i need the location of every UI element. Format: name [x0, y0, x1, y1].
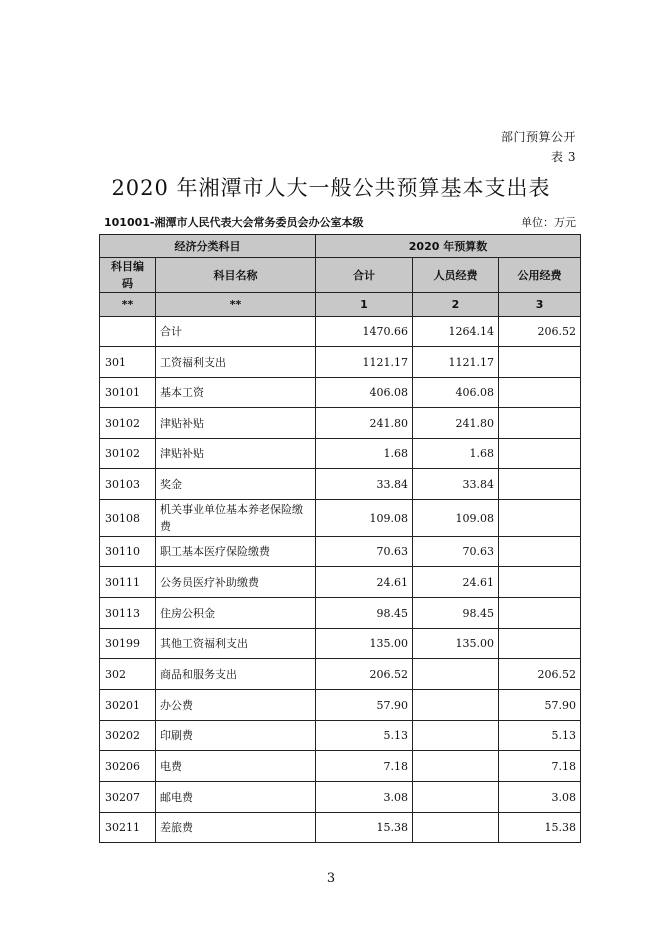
column-header-row [100, 258, 581, 293]
column-header-personnel: 人员经费 [413, 258, 499, 293]
cell-code: 30211 [100, 813, 156, 843]
cell-public [499, 629, 581, 659]
cell-total: 1121.17 [316, 347, 413, 378]
column-header-public: 公用经费 [499, 258, 581, 293]
budget-group-header: 2020 年预算数 [316, 235, 581, 258]
cell-total: 135.00 [316, 629, 413, 659]
cell-code: 301 [100, 347, 156, 378]
table-row [100, 721, 581, 751]
cell-public [499, 347, 581, 378]
page-number: 3 [326, 871, 336, 886]
table-row [100, 659, 581, 690]
table-row [100, 408, 581, 439]
cell-total: 241.80 [316, 408, 413, 439]
column-header-name: 科目名称 [156, 258, 316, 293]
cell-code: 30102 [100, 408, 156, 439]
cell-total: 15.38 [316, 813, 413, 843]
table-row [100, 598, 581, 629]
cell-personnel: 1264.14 [413, 317, 499, 347]
table-row [100, 378, 581, 408]
cell-total: 5.13 [316, 721, 413, 751]
cell-public [499, 378, 581, 408]
cell-code [100, 317, 156, 347]
cell-personnel: 33.84 [413, 469, 499, 500]
table-row [100, 439, 581, 469]
cell-public: 5.13 [499, 721, 581, 751]
cell-name: 工资福利支出 [156, 347, 316, 378]
table-row [100, 317, 581, 347]
table-row [100, 537, 581, 567]
cell-personnel: 241.80 [413, 408, 499, 439]
cell-name: 邮电费 [156, 782, 316, 813]
cell-name: 合计 [156, 317, 316, 347]
cell-personnel: 109.08 [413, 500, 499, 537]
cell-total: 1.68 [316, 439, 413, 469]
cell-code: 302 [100, 659, 156, 690]
cell-total: 57.90 [316, 690, 413, 721]
table-row [100, 690, 581, 721]
index-row [100, 293, 581, 317]
cell-public: 15.38 [499, 813, 581, 843]
cell-public [499, 500, 581, 537]
table-row [100, 751, 581, 782]
unit-name: 101001-湘潭市人民代表大会常务委员会办公室本级 [104, 216, 364, 229]
table-row [100, 567, 581, 598]
cell-code: 30199 [100, 629, 156, 659]
cell-name: 公务员医疗补助缴费 [156, 567, 316, 598]
cell-personnel: 98.45 [413, 598, 499, 629]
cell-public: 206.52 [499, 659, 581, 690]
cell-name: 商品和服务支出 [156, 659, 316, 690]
cell-name: 住房公积金 [156, 598, 316, 629]
cell-public [499, 537, 581, 567]
table-row [100, 629, 581, 659]
cell-total: 98.45 [316, 598, 413, 629]
cell-public: 206.52 [499, 317, 581, 347]
disclosure-note: 部门预算公开 [500, 130, 576, 144]
cell-public [499, 567, 581, 598]
cell-code: 30113 [100, 598, 156, 629]
cell-personnel: 24.61 [413, 567, 499, 598]
cell-total: 24.61 [316, 567, 413, 598]
index-cell-code: ** [100, 293, 156, 317]
cell-code: 30207 [100, 782, 156, 813]
cell-code: 30108 [100, 500, 156, 537]
cell-name: 差旅费 [156, 813, 316, 843]
cell-personnel [413, 659, 499, 690]
cell-total: 3.08 [316, 782, 413, 813]
cell-code: 30110 [100, 537, 156, 567]
cell-name: 办公费 [156, 690, 316, 721]
table-number: 表 3 [551, 150, 576, 164]
cell-name: 基本工资 [156, 378, 316, 408]
cell-code: 30102 [100, 439, 156, 469]
cell-personnel: 135.00 [413, 629, 499, 659]
cell-code: 30103 [100, 469, 156, 500]
cell-name: 奖金 [156, 469, 316, 500]
cell-code: 30101 [100, 378, 156, 408]
cell-total: 1470.66 [316, 317, 413, 347]
table-row [100, 813, 581, 843]
table-row [100, 500, 581, 537]
table-row [100, 347, 581, 378]
cell-name: 职工基本医疗保险缴费 [156, 537, 316, 567]
currency-unit-label: 单位：万元 [521, 216, 576, 229]
index-cell-personnel: 2 [413, 293, 499, 317]
cell-name: 津贴补贴 [156, 439, 316, 469]
cell-personnel: 1121.17 [413, 347, 499, 378]
table-row [100, 469, 581, 500]
cell-personnel [413, 690, 499, 721]
index-cell-name: ** [156, 293, 316, 317]
cell-personnel [413, 813, 499, 843]
cell-personnel: 406.08 [413, 378, 499, 408]
index-cell-total: 1 [316, 293, 413, 317]
cell-code: 30201 [100, 690, 156, 721]
cell-total: 206.52 [316, 659, 413, 690]
cell-personnel [413, 721, 499, 751]
column-header-total: 合计 [316, 258, 413, 293]
cell-public: 7.18 [499, 751, 581, 782]
cell-personnel [413, 782, 499, 813]
cell-total: 109.08 [316, 500, 413, 537]
group-header-row [100, 235, 581, 258]
cell-code: 30111 [100, 567, 156, 598]
cell-total: 33.84 [316, 469, 413, 500]
cell-public [499, 408, 581, 439]
cell-personnel: 1.68 [413, 439, 499, 469]
cell-public [499, 439, 581, 469]
cell-name: 机关事业单位基本养老保险缴费 [156, 500, 316, 537]
budget-table [99, 234, 581, 843]
cell-code: 30202 [100, 721, 156, 751]
column-header-code: 科目编码 [100, 258, 156, 293]
cell-total: 406.08 [316, 378, 413, 408]
cell-code: 30206 [100, 751, 156, 782]
cell-public [499, 598, 581, 629]
cell-public: 3.08 [499, 782, 581, 813]
page-title: 2020 年湘潭市人大一般公共预算基本支出表 [111, 176, 551, 200]
cell-personnel [413, 751, 499, 782]
cell-name: 印刷费 [156, 721, 316, 751]
cell-total: 70.63 [316, 537, 413, 567]
cell-personnel: 70.63 [413, 537, 499, 567]
index-cell-public: 3 [499, 293, 581, 317]
cell-public [499, 469, 581, 500]
cell-name: 电费 [156, 751, 316, 782]
cell-name: 其他工资福利支出 [156, 629, 316, 659]
table-row [100, 782, 581, 813]
classification-group-header: 经济分类科目 [100, 235, 316, 258]
cell-name: 津贴补贴 [156, 408, 316, 439]
cell-total: 7.18 [316, 751, 413, 782]
cell-public: 57.90 [499, 690, 581, 721]
